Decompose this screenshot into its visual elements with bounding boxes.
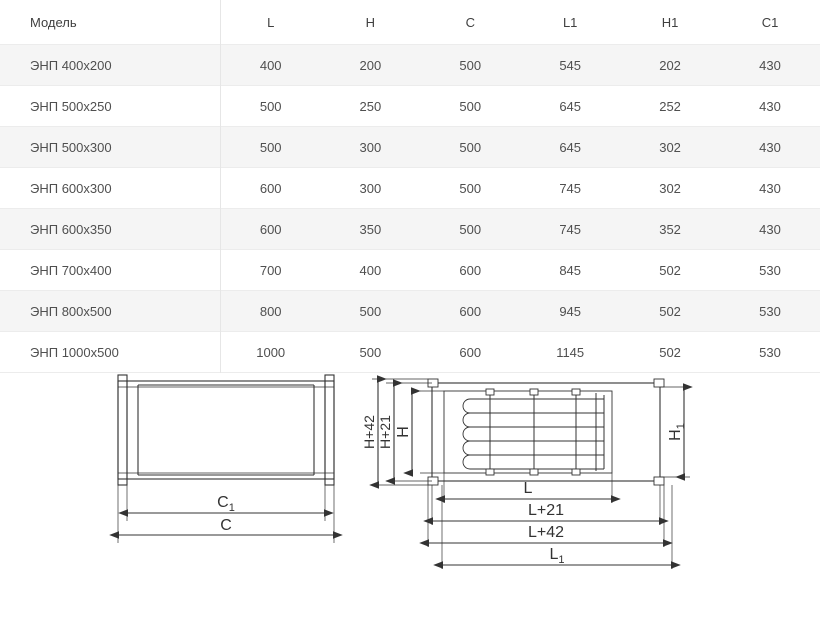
column-header-l: L	[267, 14, 275, 30]
cell-l: 500	[259, 98, 282, 114]
cell-c: 500	[459, 139, 482, 155]
table-row	[0, 86, 820, 127]
side-view-c1-label: $C_1$	[217, 494, 235, 514]
cell-l: 800	[259, 303, 282, 319]
cell-c: 500	[459, 221, 482, 237]
cell-c1: 430	[759, 57, 781, 73]
cell-h1: 502	[659, 262, 681, 278]
front-view-l-label: L	[523, 480, 533, 497]
column-header-c: C	[465, 14, 475, 30]
front-view-h-label: H	[395, 426, 412, 438]
cell-l1: 945	[559, 303, 582, 319]
cell-l: 500	[259, 139, 282, 155]
cell-c: 500	[459, 57, 482, 73]
cell-h1: 202	[659, 57, 681, 73]
column-header-model: Модель	[0, 0, 221, 45]
table-row	[0, 45, 820, 86]
cell-c1: 430	[759, 139, 781, 155]
cell-model: ЭНП 500х250	[0, 86, 221, 127]
cell-l1: 745	[559, 221, 582, 237]
cell-model: ЭНП 600х300	[0, 168, 221, 209]
cell-model: ЭНП 1000х500	[0, 332, 221, 373]
cell-c1: 430	[759, 180, 781, 196]
cell-h1: 302	[659, 139, 681, 155]
cell-l1: 645	[559, 139, 582, 155]
column-header-c1: C1	[761, 14, 779, 30]
column-header-h1: H1	[661, 14, 679, 30]
cell-h: 400	[359, 262, 382, 278]
cell-c: 600	[459, 303, 482, 319]
cell-l1: 545	[559, 57, 582, 73]
cell-l: 400	[259, 57, 282, 73]
cell-h: 200	[359, 57, 382, 73]
cell-l1: 645	[559, 98, 582, 114]
technical-drawings	[0, 373, 820, 623]
table-header	[0, 0, 820, 45]
cell-model: ЭНП 800х500	[0, 291, 221, 332]
cell-c1: 530	[759, 344, 781, 360]
front-view-h-plus-42-label: H+42	[361, 415, 377, 449]
cell-l1: 845	[559, 262, 582, 278]
table-row	[0, 209, 820, 250]
cell-h: 500	[359, 303, 382, 319]
cell-c: 500	[459, 180, 482, 196]
cell-l1: 745	[559, 180, 582, 196]
column-header-h: H	[365, 14, 376, 30]
cell-l: 600	[259, 180, 282, 196]
cell-c: 600	[459, 344, 482, 360]
cell-l1: 1145	[556, 344, 585, 360]
front-view-h-plus-21-label: H+21	[377, 415, 393, 449]
table-body	[0, 45, 820, 373]
cell-l: 700	[259, 262, 282, 278]
side-view-c-label: C	[220, 517, 232, 534]
cell-h1: 502	[659, 303, 681, 319]
cell-model: ЭНП 400х200	[0, 45, 221, 86]
cell-l: 600	[259, 221, 282, 237]
cell-c: 600	[459, 262, 482, 278]
cell-model: ЭНП 500х300	[0, 127, 221, 168]
front-view-h1-label: $H_1$	[667, 423, 687, 441]
column-header-l1: L1	[562, 14, 578, 30]
cell-c1: 430	[759, 98, 781, 114]
cell-model: ЭНП 700х400	[0, 250, 221, 291]
cell-h: 300	[359, 139, 382, 155]
cell-h: 250	[359, 98, 382, 114]
table-row	[0, 250, 820, 291]
table-row	[0, 168, 820, 209]
cell-h: 300	[359, 180, 382, 196]
cell-h1: 502	[659, 344, 681, 360]
front-view-l1-label: $L_1$	[549, 546, 565, 566]
front-view-l-plus-42-label: L+42	[527, 524, 565, 541]
table-row	[0, 127, 820, 168]
cell-c1: 430	[759, 221, 781, 237]
cell-model: ЭНП 600х350	[0, 209, 221, 250]
table-header-row	[0, 0, 820, 45]
cell-h: 350	[359, 221, 382, 237]
table-row	[0, 332, 820, 373]
table-row	[0, 291, 820, 332]
cell-h1: 252	[659, 98, 681, 114]
cell-c1: 530	[759, 262, 781, 278]
cell-h: 500	[359, 344, 382, 360]
cell-h1: 302	[659, 180, 681, 196]
cell-h1: 352	[659, 221, 681, 237]
cell-l: 1000	[256, 344, 286, 360]
front-view-l-plus-21-label: L+21	[527, 502, 565, 519]
cell-c1: 530	[759, 303, 781, 319]
cell-c: 500	[459, 98, 482, 114]
